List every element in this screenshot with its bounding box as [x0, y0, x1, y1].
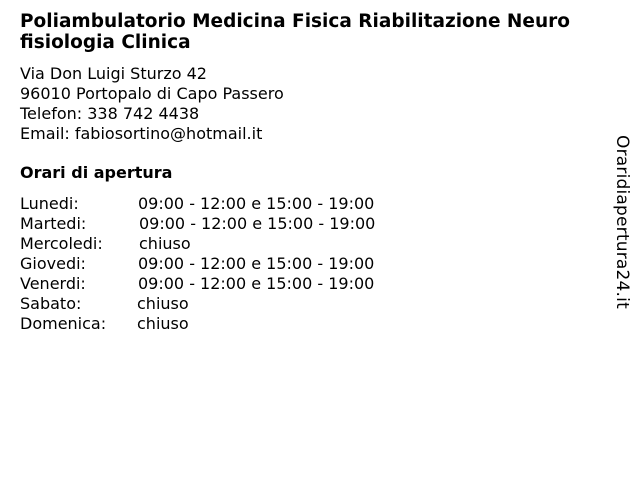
- day-hours: chiuso: [137, 314, 189, 333]
- day-hours: 09:00 - 12:00 e 15:00 - 19:00: [138, 254, 375, 273]
- day-label: Lunedi:: [20, 194, 79, 213]
- day-hours: chiuso: [139, 234, 191, 253]
- day-label: Venerdi:: [20, 274, 86, 293]
- day-label: Domenica:: [20, 314, 107, 333]
- business-name: Poliambulatorio Medicina Fisica Riabilitazione Neuro fisiologia Clinica: [20, 11, 570, 53]
- site-brand-vertical: Oraridiapertura24.it: [612, 135, 632, 309]
- day-label: Sabato:: [20, 294, 82, 313]
- opening-hours-heading: Orari di apertura: [20, 163, 173, 182]
- day-hours: 09:00 - 12:00 e 15:00 - 19:00: [139, 214, 376, 233]
- day-label: Mercoledi:: [20, 234, 103, 253]
- day-hours: chiuso: [137, 294, 189, 313]
- day-hours: 09:00 - 12:00 e 15:00 - 19:00: [138, 274, 375, 293]
- contact-block: [20, 64, 284, 144]
- email-address: Email: fabiosortino@hotmail.it: [20, 124, 263, 143]
- address-city: 96010 Portopalo di Capo Passero: [20, 84, 284, 103]
- day-label: Giovedi:: [20, 254, 86, 273]
- address-street: Via Don Luigi Sturzo 42: [20, 64, 207, 83]
- day-label: Martedi:: [20, 214, 87, 233]
- phone-number: Telefon: 338 742 4438: [20, 104, 200, 123]
- day-hours: 09:00 - 12:00 e 15:00 - 19:00: [138, 194, 375, 213]
